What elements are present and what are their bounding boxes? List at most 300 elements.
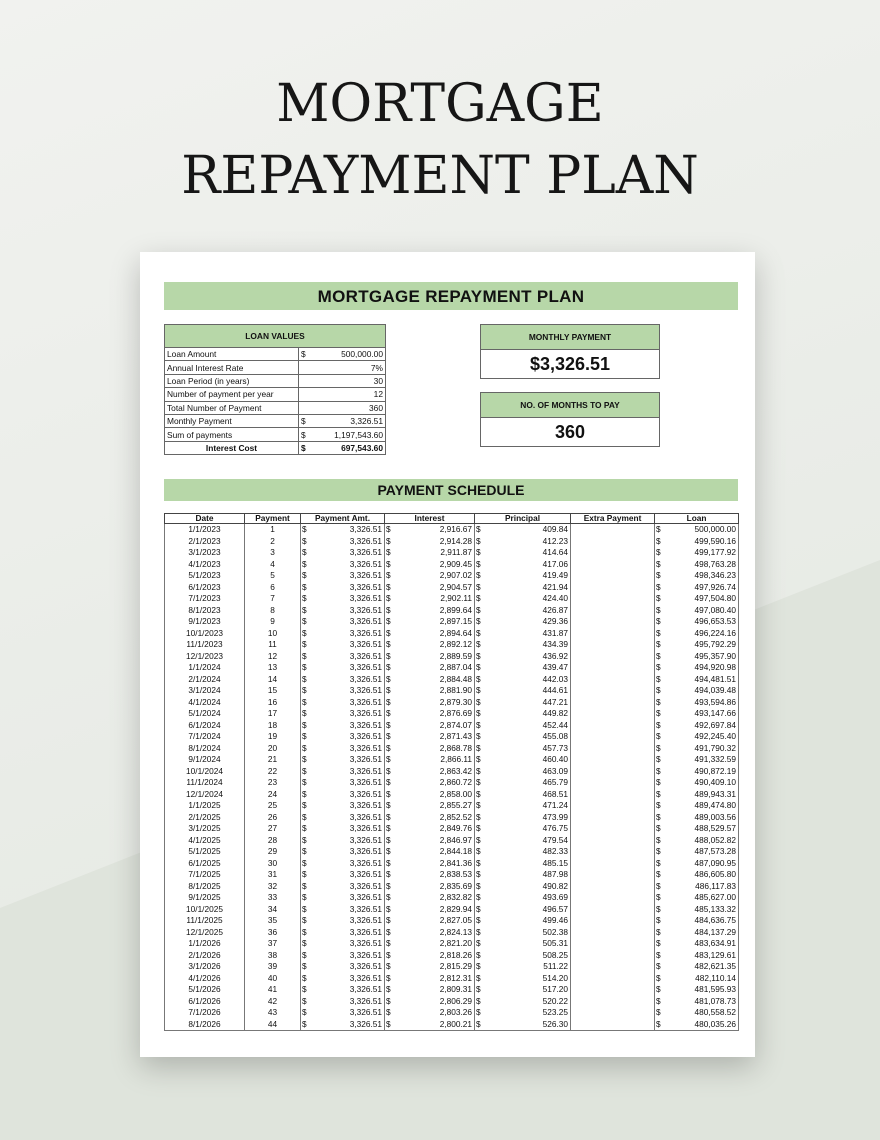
- currency-symbol: $: [385, 881, 395, 893]
- principal-cell: 471.24: [485, 800, 571, 812]
- date-cell: 6/1/2026: [165, 996, 245, 1008]
- payment-amount-cell: 3,326.51: [311, 593, 385, 605]
- extra-payment-cell: [571, 789, 655, 801]
- loan-balance-cell: 500,000.00: [665, 524, 739, 536]
- sheet-title: MORTGAGE REPAYMENT PLAN: [164, 282, 738, 310]
- payment-number-cell: 36: [245, 927, 301, 939]
- table-row: [165, 915, 739, 927]
- interest-cell: 2,863.42: [395, 766, 475, 778]
- payment-number-cell: 33: [245, 892, 301, 904]
- payment-number-cell: 40: [245, 973, 301, 985]
- payment-schedule-table: [164, 513, 739, 1031]
- interest-cell: 2,909.45: [395, 559, 475, 571]
- currency-symbol: $: [655, 938, 665, 950]
- principal-cell: 436.92: [485, 651, 571, 663]
- payment-number-cell: 32: [245, 881, 301, 893]
- loan-value-amount: 360: [311, 401, 386, 414]
- monthly-payment-value: $3,326.51: [529, 354, 611, 374]
- payment-schedule-title: PAYMENT SCHEDULE: [164, 479, 738, 501]
- table-row: [165, 731, 739, 743]
- currency-symbol: $: [475, 674, 485, 686]
- table-row: [165, 628, 739, 640]
- currency-symbol: $: [655, 685, 665, 697]
- loan-value-label: Annual Interest Rate: [165, 361, 299, 374]
- currency-symbol: $: [475, 892, 485, 904]
- date-cell: 1/1/2024: [165, 662, 245, 674]
- currency-symbol: $: [385, 720, 395, 732]
- principal-cell: 468.51: [485, 789, 571, 801]
- months-to-pay-value: 360: [554, 422, 586, 442]
- col-loan: Loan: [655, 514, 739, 524]
- currency-symbol: $: [301, 846, 311, 858]
- currency-symbol: $: [475, 605, 485, 617]
- payment-number-cell: 15: [245, 685, 301, 697]
- principal-cell: 409.84: [485, 524, 571, 536]
- page-title-line-1: MORTGAGE: [276, 74, 604, 134]
- loan-balance-cell: 495,792.29: [665, 639, 739, 651]
- payment-amount-cell: 3,326.51: [311, 777, 385, 789]
- date-cell: 7/1/2026: [165, 1007, 245, 1019]
- interest-cell: 2,827.05: [395, 915, 475, 927]
- currency-symbol: $: [385, 892, 395, 904]
- payment-number-cell: 9: [245, 616, 301, 628]
- currency-symbol: $: [655, 984, 665, 996]
- table-row: [165, 524, 739, 536]
- payment-amount-cell: 3,326.51: [311, 904, 385, 916]
- date-cell: 11/1/2023: [165, 639, 245, 651]
- loan-balance-cell: 494,920.98: [665, 662, 739, 674]
- currency-symbol: $: [301, 800, 311, 812]
- loan-balance-cell: 489,474.80: [665, 800, 739, 812]
- loan-value-amount: 697,543.60: [311, 441, 386, 454]
- currency-symbol: $: [475, 559, 485, 571]
- currency-symbol: $: [301, 881, 311, 893]
- currency-symbol: $: [385, 559, 395, 571]
- extra-payment-cell: [571, 904, 655, 916]
- currency-symbol: $: [475, 593, 485, 605]
- extra-payment-cell: [571, 835, 655, 847]
- currency-symbol: $: [301, 743, 311, 755]
- payment-amount-cell: 3,326.51: [311, 973, 385, 985]
- date-cell: 10/1/2025: [165, 904, 245, 916]
- currency-symbol: $: [385, 754, 395, 766]
- loan-balance-cell: 492,245.40: [665, 731, 739, 743]
- col-extra-payment: Extra Payment: [571, 514, 655, 524]
- loan-balance-cell: 485,627.00: [665, 892, 739, 904]
- extra-payment-cell: [571, 892, 655, 904]
- interest-cell: 2,889.59: [395, 651, 475, 663]
- currency-symbol: $: [475, 800, 485, 812]
- principal-cell: 490.82: [485, 881, 571, 893]
- extra-payment-cell: [571, 1019, 655, 1031]
- interest-cell: 2,894.64: [395, 628, 475, 640]
- currency-symbol: $: [475, 904, 485, 916]
- currency-symbol: $: [475, 651, 485, 663]
- payment-amount-cell: 3,326.51: [311, 892, 385, 904]
- currency-symbol: $: [385, 812, 395, 824]
- principal-cell: 473.99: [485, 812, 571, 824]
- table-row: [165, 766, 739, 778]
- date-cell: 12/1/2023: [165, 651, 245, 663]
- payment-amount-cell: 3,326.51: [311, 547, 385, 559]
- principal-cell: 419.49: [485, 570, 571, 582]
- payment-amount-cell: 3,326.51: [311, 835, 385, 847]
- currency-symbol: $: [385, 938, 395, 950]
- principal-cell: 439.47: [485, 662, 571, 674]
- loan-values-table: [164, 324, 386, 455]
- extra-payment-cell: [571, 800, 655, 812]
- currency-symbol: $: [385, 605, 395, 617]
- date-cell: 5/1/2024: [165, 708, 245, 720]
- principal-cell: 502.38: [485, 927, 571, 939]
- loan-balance-cell: 497,504.80: [665, 593, 739, 605]
- payment-number-cell: 4: [245, 559, 301, 571]
- extra-payment-cell: [571, 915, 655, 927]
- payment-amount-cell: 3,326.51: [311, 731, 385, 743]
- loan-balance-cell: 499,590.16: [665, 536, 739, 548]
- currency-symbol: $: [301, 628, 311, 640]
- interest-cell: 2,887.04: [395, 662, 475, 674]
- payment-amount-cell: 3,326.51: [311, 536, 385, 548]
- principal-cell: 520.22: [485, 996, 571, 1008]
- currency-symbol: $: [385, 1007, 395, 1019]
- loan-value-row: [165, 348, 386, 361]
- currency-symbol: $: [655, 754, 665, 766]
- currency-symbol: $: [301, 639, 311, 651]
- currency-symbol: $: [301, 996, 311, 1008]
- extra-payment-cell: [571, 674, 655, 686]
- col-principal: Principal: [475, 514, 571, 524]
- table-row: [165, 950, 739, 962]
- currency-symbol: $: [475, 708, 485, 720]
- currency-symbol: $: [475, 846, 485, 858]
- currency-symbol: $: [301, 662, 311, 674]
- currency-symbol: $: [385, 547, 395, 559]
- page-title: [0, 68, 880, 212]
- payment-number-cell: 28: [245, 835, 301, 847]
- payment-amount-cell: 3,326.51: [311, 651, 385, 663]
- payment-number-cell: 20: [245, 743, 301, 755]
- extra-payment-cell: [571, 697, 655, 709]
- currency-symbol: $: [301, 559, 311, 571]
- loan-balance-cell: 493,594.86: [665, 697, 739, 709]
- payment-number-cell: 42: [245, 996, 301, 1008]
- interest-cell: 2,868.78: [395, 743, 475, 755]
- currency-symbol: $: [301, 938, 311, 950]
- currency-symbol: [299, 401, 312, 414]
- payment-number-cell: 35: [245, 915, 301, 927]
- currency-symbol: $: [301, 869, 311, 881]
- interest-cell: 2,860.72: [395, 777, 475, 789]
- currency-symbol: $: [301, 605, 311, 617]
- currency-symbol: $: [385, 950, 395, 962]
- currency-symbol: $: [385, 593, 395, 605]
- currency-symbol: $: [301, 789, 311, 801]
- interest-cell: 2,852.52: [395, 812, 475, 824]
- loan-balance-cell: 491,332.59: [665, 754, 739, 766]
- interest-cell: 2,815.29: [395, 961, 475, 973]
- payment-number-cell: 17: [245, 708, 301, 720]
- payment-number-cell: 39: [245, 961, 301, 973]
- payment-amount-cell: 3,326.51: [311, 766, 385, 778]
- interest-cell: 2,835.69: [395, 881, 475, 893]
- extra-payment-cell: [571, 593, 655, 605]
- principal-cell: 511.22: [485, 961, 571, 973]
- currency-symbol: $: [475, 927, 485, 939]
- loan-value-amount: 500,000.00: [311, 348, 386, 361]
- currency-symbol: $: [655, 697, 665, 709]
- payment-number-cell: 16: [245, 697, 301, 709]
- currency-symbol: $: [299, 428, 312, 441]
- loan-balance-cell: 497,926.74: [665, 582, 739, 594]
- currency-symbol: $: [475, 812, 485, 824]
- currency-symbol: $: [301, 616, 311, 628]
- currency-symbol: $: [655, 1019, 665, 1031]
- principal-cell: 421.94: [485, 582, 571, 594]
- currency-symbol: $: [655, 570, 665, 582]
- currency-symbol: $: [475, 697, 485, 709]
- currency-symbol: $: [385, 846, 395, 858]
- principal-cell: 455.08: [485, 731, 571, 743]
- payment-amount-cell: 3,326.51: [311, 823, 385, 835]
- interest-cell: 2,902.11: [395, 593, 475, 605]
- principal-cell: 482.33: [485, 846, 571, 858]
- date-cell: 1/1/2026: [165, 938, 245, 950]
- loan-balance-cell: 484,137.29: [665, 927, 739, 939]
- currency-symbol: $: [385, 777, 395, 789]
- loan-balance-cell: 492,697.84: [665, 720, 739, 732]
- currency-symbol: $: [655, 720, 665, 732]
- interest-cell: 2,803.26: [395, 1007, 475, 1019]
- currency-symbol: $: [475, 973, 485, 985]
- date-cell: 9/1/2025: [165, 892, 245, 904]
- extra-payment-cell: [571, 651, 655, 663]
- loan-value-label: Number of payment per year: [165, 388, 299, 401]
- date-cell: 7/1/2025: [165, 869, 245, 881]
- table-row: [165, 904, 739, 916]
- loan-balance-cell: 488,529.57: [665, 823, 739, 835]
- currency-symbol: $: [385, 984, 395, 996]
- col-date: Date: [165, 514, 245, 524]
- currency-symbol: $: [655, 996, 665, 1008]
- currency-symbol: $: [655, 915, 665, 927]
- currency-symbol: $: [301, 570, 311, 582]
- payment-amount-cell: 3,326.51: [311, 846, 385, 858]
- table-row: [165, 973, 739, 985]
- interest-cell: 2,818.26: [395, 950, 475, 962]
- date-cell: 6/1/2023: [165, 582, 245, 594]
- currency-symbol: $: [301, 766, 311, 778]
- currency-symbol: $: [655, 869, 665, 881]
- loan-balance-cell: 498,763.28: [665, 559, 739, 571]
- table-row: [165, 754, 739, 766]
- months-to-pay-box: [480, 392, 660, 447]
- loan-value-row: [165, 441, 386, 454]
- table-row: [165, 674, 739, 686]
- table-row: [165, 858, 739, 870]
- currency-symbol: $: [475, 1007, 485, 1019]
- payment-number-cell: 13: [245, 662, 301, 674]
- payment-number-cell: 27: [245, 823, 301, 835]
- interest-cell: 2,824.13: [395, 927, 475, 939]
- currency-symbol: $: [385, 858, 395, 870]
- principal-cell: 426.87: [485, 605, 571, 617]
- currency-symbol: [299, 388, 312, 401]
- principal-cell: 424.40: [485, 593, 571, 605]
- date-cell: 9/1/2024: [165, 754, 245, 766]
- months-to-pay-header: NO. OF MONTHS TO PAY: [481, 393, 659, 418]
- loan-value-label: Interest Cost: [165, 441, 299, 454]
- principal-cell: 444.61: [485, 685, 571, 697]
- date-cell: 5/1/2023: [165, 570, 245, 582]
- extra-payment-cell: [571, 777, 655, 789]
- date-cell: 4/1/2023: [165, 559, 245, 571]
- currency-symbol: $: [301, 961, 311, 973]
- loan-balance-cell: 487,090.95: [665, 858, 739, 870]
- interest-cell: 2,897.15: [395, 616, 475, 628]
- date-cell: 11/1/2025: [165, 915, 245, 927]
- currency-symbol: $: [301, 674, 311, 686]
- table-row: [165, 593, 739, 605]
- currency-symbol: $: [655, 881, 665, 893]
- loan-balance-cell: 482,621.35: [665, 961, 739, 973]
- interest-cell: 2,821.20: [395, 938, 475, 950]
- loan-value-row: [165, 388, 386, 401]
- loan-balance-cell: 480,558.52: [665, 1007, 739, 1019]
- currency-symbol: $: [475, 950, 485, 962]
- currency-symbol: $: [475, 524, 485, 536]
- date-cell: 8/1/2026: [165, 1019, 245, 1031]
- schedule-header-row: [165, 514, 739, 524]
- date-cell: 2/1/2024: [165, 674, 245, 686]
- date-cell: 7/1/2023: [165, 593, 245, 605]
- extra-payment-cell: [571, 743, 655, 755]
- loan-balance-cell: 483,129.61: [665, 950, 739, 962]
- currency-symbol: $: [301, 915, 311, 927]
- date-cell: 6/1/2024: [165, 720, 245, 732]
- date-cell: 2/1/2026: [165, 950, 245, 962]
- currency-symbol: $: [475, 582, 485, 594]
- principal-cell: 414.64: [485, 547, 571, 559]
- principal-cell: 434.39: [485, 639, 571, 651]
- date-cell: 6/1/2025: [165, 858, 245, 870]
- currency-symbol: $: [655, 950, 665, 962]
- interest-cell: 2,838.53: [395, 869, 475, 881]
- payment-amount-cell: 3,326.51: [311, 996, 385, 1008]
- table-row: [165, 789, 739, 801]
- currency-symbol: $: [475, 858, 485, 870]
- table-row: [165, 536, 739, 548]
- table-row: [165, 605, 739, 617]
- currency-symbol: $: [385, 662, 395, 674]
- interest-cell: 2,916.67: [395, 524, 475, 536]
- interest-cell: 2,892.12: [395, 639, 475, 651]
- loan-value-label: Loan Amount: [165, 348, 299, 361]
- currency-symbol: $: [301, 927, 311, 939]
- currency-symbol: $: [655, 927, 665, 939]
- currency-symbol: $: [655, 628, 665, 640]
- currency-symbol: $: [475, 662, 485, 674]
- interest-cell: 2,844.18: [395, 846, 475, 858]
- principal-cell: 508.25: [485, 950, 571, 962]
- extra-payment-cell: [571, 812, 655, 824]
- payment-amount-cell: 3,326.51: [311, 869, 385, 881]
- extra-payment-cell: [571, 1007, 655, 1019]
- table-row: [165, 777, 739, 789]
- extra-payment-cell: [571, 950, 655, 962]
- payment-amount-cell: 3,326.51: [311, 524, 385, 536]
- payment-amount-cell: 3,326.51: [311, 881, 385, 893]
- currency-symbol: $: [655, 662, 665, 674]
- payment-number-cell: 43: [245, 1007, 301, 1019]
- extra-payment-cell: [571, 536, 655, 548]
- table-row: [165, 846, 739, 858]
- payment-amount-cell: 3,326.51: [311, 708, 385, 720]
- currency-symbol: $: [655, 789, 665, 801]
- loan-balance-cell: 482,110.14: [665, 973, 739, 985]
- currency-symbol: $: [655, 904, 665, 916]
- interest-cell: 2,899.64: [395, 605, 475, 617]
- date-cell: 12/1/2025: [165, 927, 245, 939]
- currency-symbol: $: [301, 858, 311, 870]
- date-cell: 8/1/2023: [165, 605, 245, 617]
- payment-amount-cell: 3,326.51: [311, 674, 385, 686]
- table-row: [165, 559, 739, 571]
- extra-payment-cell: [571, 628, 655, 640]
- currency-symbol: $: [385, 582, 395, 594]
- loan-balance-cell: 481,078.73: [665, 996, 739, 1008]
- interest-cell: 2,858.00: [395, 789, 475, 801]
- currency-symbol: $: [301, 812, 311, 824]
- payment-number-cell: 5: [245, 570, 301, 582]
- currency-symbol: $: [301, 720, 311, 732]
- table-row: [165, 800, 739, 812]
- currency-symbol: $: [385, 697, 395, 709]
- interest-cell: 2,846.97: [395, 835, 475, 847]
- loan-balance-cell: 488,052.82: [665, 835, 739, 847]
- loan-balance-cell: 493,147.66: [665, 708, 739, 720]
- payment-amount-cell: 3,326.51: [311, 559, 385, 571]
- loan-balance-cell: 490,409.10: [665, 777, 739, 789]
- table-row: [165, 823, 739, 835]
- payment-amount-cell: 3,326.51: [311, 1007, 385, 1019]
- currency-symbol: $: [475, 938, 485, 950]
- principal-cell: 505.31: [485, 938, 571, 950]
- extra-payment-cell: [571, 685, 655, 697]
- currency-symbol: $: [385, 800, 395, 812]
- currency-symbol: $: [655, 777, 665, 789]
- payment-number-cell: 8: [245, 605, 301, 617]
- principal-cell: 447.21: [485, 697, 571, 709]
- table-row: [165, 984, 739, 996]
- loan-balance-cell: 483,634.91: [665, 938, 739, 950]
- currency-symbol: $: [655, 800, 665, 812]
- loan-balance-cell: 495,357.90: [665, 651, 739, 663]
- currency-symbol: $: [385, 708, 395, 720]
- currency-symbol: $: [385, 628, 395, 640]
- currency-symbol: $: [655, 892, 665, 904]
- col-payment: Payment: [245, 514, 301, 524]
- currency-symbol: $: [655, 708, 665, 720]
- payment-number-cell: 2: [245, 536, 301, 548]
- extra-payment-cell: [571, 754, 655, 766]
- extra-payment-cell: [571, 823, 655, 835]
- principal-cell: 431.87: [485, 628, 571, 640]
- currency-symbol: $: [301, 547, 311, 559]
- payment-amount-cell: 3,326.51: [311, 582, 385, 594]
- extra-payment-cell: [571, 996, 655, 1008]
- interest-cell: 2,871.43: [395, 731, 475, 743]
